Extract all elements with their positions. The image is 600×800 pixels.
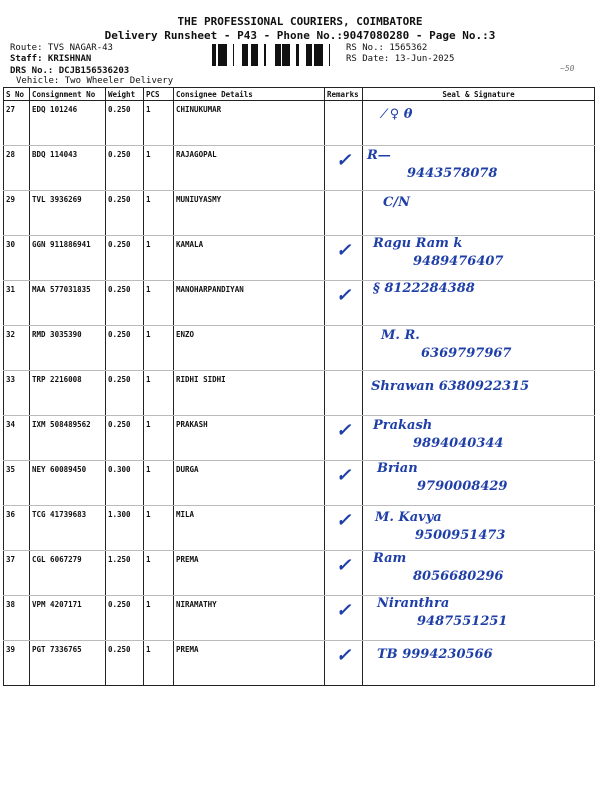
- cell-weight: 0.250: [106, 371, 144, 416]
- cell-weight: 0.250: [106, 641, 144, 686]
- cell-consignee: KAMALA: [174, 236, 325, 281]
- col-header-signature: Seal & Signature: [363, 88, 595, 101]
- runsheet-subtitle: Delivery Runsheet - P43 - Phone No.:9047080280 - Page No.:3: [104, 29, 496, 42]
- handwritten-signature: Prakash: [373, 418, 433, 433]
- cell-weight: 0.300: [106, 461, 144, 506]
- cell-weight: 0.250: [106, 281, 144, 326]
- table-header-row: [4, 88, 595, 101]
- cell-consignment: CGL 6067279: [30, 551, 106, 596]
- remark-tick-mark: ✓: [335, 420, 352, 441]
- cell-signature: [363, 551, 595, 596]
- cell-remarks: [325, 236, 363, 281]
- cell-consignee: MILA: [174, 506, 325, 551]
- cell-consignee: PREMA: [174, 551, 325, 596]
- cell-remarks: [325, 191, 363, 236]
- route-label: Route: TVS NAGAR-43: [10, 43, 113, 53]
- col-header-weight: Weight: [106, 88, 144, 101]
- cell-consignment: MAA 577031835: [30, 281, 106, 326]
- handwritten-signature: Ram: [373, 551, 407, 566]
- handwritten-phone: 9487551251: [417, 614, 508, 629]
- cell-consignee: PRAKASH: [174, 416, 325, 461]
- table-row: [4, 506, 595, 551]
- cell-sno: 34: [4, 416, 30, 461]
- staff-label: Staff: KRISHNAN: [10, 54, 92, 64]
- cell-pcs: 1: [144, 236, 174, 281]
- cell-consignee: NIRAMATHY: [174, 596, 325, 641]
- handwritten-phone: 9894040344: [413, 436, 504, 451]
- cell-signature: [363, 101, 595, 146]
- handwritten-signature: Shrawan 6380922315: [371, 379, 530, 394]
- cell-weight: 0.250: [106, 146, 144, 191]
- cell-signature: [363, 641, 595, 686]
- handwritten-signature: TB 9994230566: [377, 647, 493, 662]
- cell-pcs: 1: [144, 641, 174, 686]
- cell-sno: 36: [4, 506, 30, 551]
- cell-sno: 38: [4, 596, 30, 641]
- cell-signature: [363, 236, 595, 281]
- cell-consignment: TCG 41739683: [30, 506, 106, 551]
- cell-consignment: PGT 7336765: [30, 641, 106, 686]
- cell-weight: 0.250: [106, 191, 144, 236]
- cell-sno: 30: [4, 236, 30, 281]
- cell-sno: 31: [4, 281, 30, 326]
- cell-consignment: NEY 60089450: [30, 461, 106, 506]
- cell-signature: [363, 326, 595, 371]
- rs-number: RS No.: 1565362: [346, 43, 428, 53]
- cell-sno: 29: [4, 191, 30, 236]
- cell-pcs: 1: [144, 596, 174, 641]
- cell-remarks: [325, 281, 363, 326]
- cell-sno: 35: [4, 461, 30, 506]
- handwritten-signature: R—: [367, 148, 391, 163]
- cell-remarks: [325, 551, 363, 596]
- company-title: THE PROFESSIONAL COURIERS, COIMBATORE: [177, 15, 423, 28]
- cell-remarks: [325, 461, 363, 506]
- cell-weight: 0.250: [106, 236, 144, 281]
- cell-consignee: PREMA: [174, 641, 325, 686]
- cell-weight: 0.250: [106, 326, 144, 371]
- table-row: [4, 461, 595, 506]
- table-row: [4, 416, 595, 461]
- cell-consignee: RAJAGOPAL: [174, 146, 325, 191]
- cell-consignment: TRP 2216008: [30, 371, 106, 416]
- cell-consignment: TVL 3936269: [30, 191, 106, 236]
- cell-consignment: GGN 911886941: [30, 236, 106, 281]
- handwritten-signature: M. Kavya: [375, 510, 442, 525]
- col-header-remarks: Remarks: [325, 88, 363, 101]
- cell-consignee: DURGA: [174, 461, 325, 506]
- remark-tick-mark: ✓: [335, 465, 352, 486]
- cell-pcs: 1: [144, 551, 174, 596]
- col-header-consignee: Consignee Details: [174, 88, 325, 101]
- cell-consignee: MANOHARPANDIYAN: [174, 281, 325, 326]
- cell-pcs: 1: [144, 371, 174, 416]
- runsheet-table: [3, 87, 595, 686]
- cell-signature: [363, 371, 595, 416]
- rs-date: RS Date: 13-Jun-2025: [346, 54, 455, 64]
- handwritten-signature: M. R.: [381, 328, 420, 343]
- handwritten-signature: § 8122284388: [373, 281, 475, 296]
- col-header-sno: S No: [4, 88, 30, 101]
- cell-consignment: EDQ 101246: [30, 101, 106, 146]
- cell-signature: [363, 281, 595, 326]
- cell-sno: 37: [4, 551, 30, 596]
- cell-consignee: ENZO: [174, 326, 325, 371]
- cell-signature: [363, 461, 595, 506]
- drs-number: DRS No.: DCJB156536203: [10, 66, 130, 76]
- corner-note: ~50: [560, 64, 575, 73]
- table-row: [4, 191, 595, 236]
- cell-sno: 33: [4, 371, 30, 416]
- cell-pcs: 1: [144, 191, 174, 236]
- cell-weight: 0.250: [106, 416, 144, 461]
- cell-sno: 27: [4, 101, 30, 146]
- table-row: [4, 326, 595, 371]
- cell-pcs: 1: [144, 506, 174, 551]
- cell-sno: 39: [4, 641, 30, 686]
- cell-signature: [363, 416, 595, 461]
- table-row: [4, 371, 595, 416]
- col-header-pcs: PCS: [144, 88, 174, 101]
- col-header-consignment: Consignment No: [30, 88, 106, 101]
- cell-sno: 28: [4, 146, 30, 191]
- cell-remarks: [325, 506, 363, 551]
- cell-consignee: RIDHI SIDHI: [174, 371, 325, 416]
- remark-tick-mark: ✓: [335, 600, 352, 621]
- handwritten-signature: ⁄ ♀ θ: [383, 107, 413, 122]
- cell-pcs: 1: [144, 281, 174, 326]
- cell-remarks: [325, 326, 363, 371]
- cell-weight: 1.300: [106, 506, 144, 551]
- remark-tick-mark: ✓: [335, 510, 352, 531]
- remark-tick-mark: ✓: [335, 555, 352, 576]
- cell-pcs: 1: [144, 416, 174, 461]
- remark-tick-mark: ✓: [335, 645, 352, 666]
- table-row: [4, 146, 595, 191]
- handwritten-phone: 6369797967: [421, 346, 512, 361]
- barcode: [212, 44, 338, 66]
- cell-pcs: 1: [144, 101, 174, 146]
- cell-consignee: CHINUKUMAR: [174, 101, 325, 146]
- cell-sno: 32: [4, 326, 30, 371]
- cell-remarks: [325, 146, 363, 191]
- handwritten-phone: 9443578078: [407, 166, 498, 181]
- handwritten-phone: 8056680296: [413, 569, 504, 584]
- table-row: [4, 596, 595, 641]
- table-row: [4, 281, 595, 326]
- handwritten-signature: Brian: [377, 461, 418, 476]
- cell-consignment: IXM 508489562: [30, 416, 106, 461]
- cell-consignment: RMD 3035390: [30, 326, 106, 371]
- cell-weight: 0.250: [106, 101, 144, 146]
- handwritten-phone: 9790008429: [417, 479, 508, 494]
- remark-tick-mark: ✓: [335, 285, 352, 306]
- vehicle-label: Vehicle: Two Wheeler Delivery: [16, 76, 174, 86]
- cell-consignment: VPM 4207171: [30, 596, 106, 641]
- handwritten-signature: Niranthra: [377, 596, 450, 611]
- cell-consignment: BDQ 114043: [30, 146, 106, 191]
- handwritten-phone: 9500951473: [415, 528, 506, 543]
- cell-pcs: 1: [144, 326, 174, 371]
- cell-consignee: MUNIUYASMY: [174, 191, 325, 236]
- cell-pcs: 1: [144, 146, 174, 191]
- handwritten-signature: Ragu Ram k: [373, 236, 463, 251]
- table-row: [4, 236, 595, 281]
- cell-remarks: [325, 416, 363, 461]
- table-row: [4, 551, 595, 596]
- cell-signature: [363, 596, 595, 641]
- handwritten-signature: C/N: [383, 195, 410, 210]
- cell-pcs: 1: [144, 461, 174, 506]
- table-row: [4, 641, 595, 686]
- remark-tick-mark: ✓: [335, 150, 352, 171]
- remark-tick-mark: ✓: [335, 240, 352, 261]
- cell-remarks: [325, 101, 363, 146]
- table-row: [4, 101, 595, 146]
- cell-signature: [363, 191, 595, 236]
- cell-weight: 0.250: [106, 596, 144, 641]
- handwritten-phone: 9489476407: [413, 254, 504, 269]
- cell-remarks: [325, 641, 363, 686]
- cell-remarks: [325, 596, 363, 641]
- cell-signature: [363, 146, 595, 191]
- cell-signature: [363, 506, 595, 551]
- cell-remarks: [325, 371, 363, 416]
- cell-weight: 1.250: [106, 551, 144, 596]
